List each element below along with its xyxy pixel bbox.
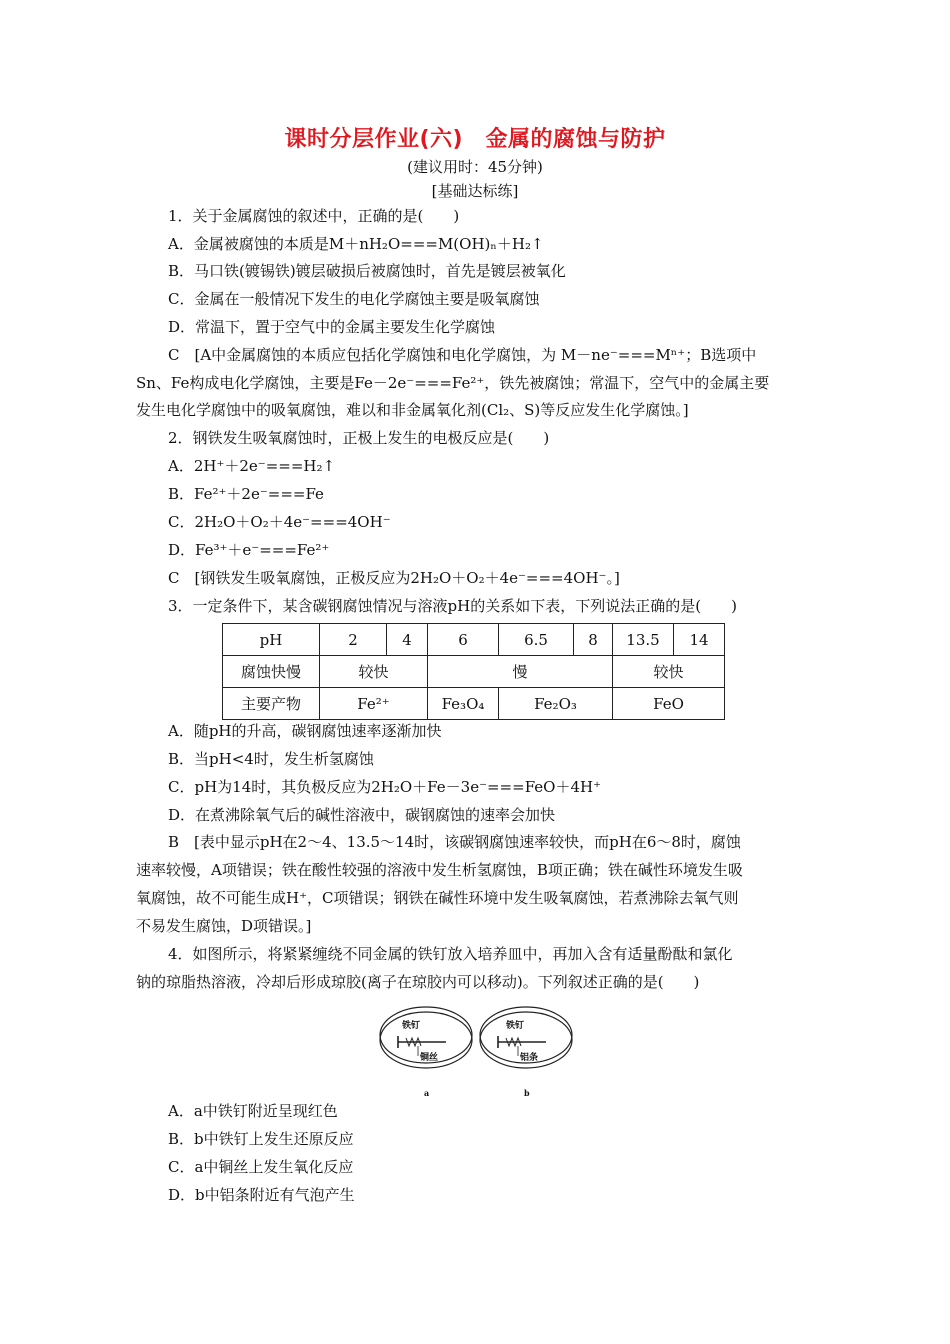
q4-option-c: C．a中铜丝上发生氧化反应 [168,1158,354,1176]
q1-answer-line1: C [A中金属腐蚀的本质应包括化学腐蚀和电化学腐蚀，为 M－ne⁻===Mⁿ⁺；B选项中 [168,346,757,364]
q1-option-b: B．马口铁(镀锡铁)镀层破损后被腐蚀时，首先是镀层被氧化 [168,262,566,280]
q3-stem: 3．一定条件下，某含碳钢腐蚀情况与溶液pH的关系如下表，下列说法正确的是( ) [168,597,737,615]
section-heading: [基础达标练] [431,182,519,200]
q1-stem: 1．关于金属腐蚀的叙述中，正确的是( ) [168,207,460,225]
q4-stem-line1: 4．如图所示，将紧紧缠绕不同金属的铁钉放入培养皿中，再加入含有适量酚酞和氯化 [168,945,733,963]
table-cell: Fe²⁺ [320,688,428,720]
table-cell: 2 [320,624,387,656]
ph-corrosion-table [222,623,725,720]
q3-answer-line4: 不易发生腐蚀，D项错误。] [136,917,312,935]
b-nail-label: 铁钉 [506,1021,525,1031]
q2-option-a: A．2H⁺＋2e⁻===H₂↑ [168,457,336,475]
table-cell: pH [223,624,320,656]
table-cell: 主要产物 [223,688,320,720]
table-cell: 腐蚀快慢 [223,656,320,688]
q3-option-a: A．随pH的升高，碳钢腐蚀速率逐渐加快 [168,722,442,740]
q4-stem-line2: 钠的琼脂热溶液，冷却后形成琼胶(离子在琼胶内可以移动)。下列叙述正确的是( ) [136,973,700,991]
q4-option-d: D．b中铝条附近有气泡产生 [168,1186,355,1204]
q3-option-c: C．pH为14时，其负极反应为2H₂O＋Fe－3e⁻===FeO＋4H⁺ [168,778,601,796]
q2-option-b: B．Fe²⁺＋2e⁻===Fe [168,485,324,503]
dish-a-label: a [424,1088,430,1098]
q1-option-c: C．金属在一般情况下发生的电化学腐蚀主要是吸氧腐蚀 [168,290,540,308]
q1-option-d: D．常温下，置于空气中的金属主要发生化学腐蚀 [168,318,496,336]
q2-option-d: D．Fe³⁺＋e⁻===Fe²⁺ [168,541,330,559]
table-cell: 8 [574,624,613,656]
q3-answer-line3: 氧腐蚀，故不可能生成H⁺，C项错误；钢铁在碱性环境中发生吸氧腐蚀，若煮沸除去氧气则 [136,889,739,907]
table-cell: 6.5 [499,624,574,656]
table-cell: FeO [613,688,725,720]
dish-a [380,1007,472,1098]
dish-b-label: b [524,1088,530,1098]
b-wire-label: 铝条 [520,1053,539,1063]
table-cell: 13.5 [613,624,674,656]
q3-option-d: D．在煮沸除氧气后的碱性溶液中，碳钢腐蚀的速率会加快 [168,806,556,824]
a-wire-label: 铜丝 [420,1053,439,1063]
table-cell: 6 [428,624,499,656]
q1-answer-line2: Sn、Fe构成电化学腐蚀，主要是Fe－2e⁻===Fe²⁺，铁先被腐蚀；常温下，空气中的金属主要 [136,374,770,392]
q3-answer-line2: 速率较慢，A项错误；铁在酸性较强的溶液中发生析氢腐蚀，B项正确；铁在碱性环境发生吸 [136,861,743,879]
table-row-product [223,688,725,720]
q1-option-a: A．金属被腐蚀的本质是M＋nH₂O===M(OH)ₙ＋H₂↑ [168,235,544,253]
table-cell: 较快 [613,656,725,688]
a-nail-label: 铁钉 [402,1021,421,1031]
time-hint: (建议用时：45分钟) [407,158,543,176]
petri-dish-figure [376,1000,576,1100]
table-cell: 4 [387,624,428,656]
q2-option-c: C．2H₂O＋O₂＋4e⁻===4OH⁻ [168,513,391,531]
table-cell: Fe₂O₃ [499,688,613,720]
dish-b [480,1007,572,1098]
table-cell: 较快 [320,656,428,688]
table-cell: 14 [674,624,725,656]
table-cell: Fe₃O₄ [428,688,499,720]
q2-answer: C [钢铁发生吸氧腐蚀，正极反应为2H₂O＋O₂＋4e⁻===4OH⁻。] [168,569,620,587]
page-title: 课时分层作业(六) 金属的腐蚀与防护 [284,127,666,152]
table-cell: 慢 [428,656,613,688]
table-row-ph [223,624,725,656]
q2-stem: 2．钢铁发生吸氧腐蚀时，正极上发生的电极反应是( ) [168,429,550,447]
table-row-rate [223,656,725,688]
q4-option-a: A．a中铁钉附近呈现红色 [168,1102,338,1120]
q3-answer-line1: B [表中显示pH在2～4、13.5～14时，该碳钢腐蚀速率较快，而pH在6～8时，腐蚀 [168,833,741,851]
q1-answer-line3: 发生电化学腐蚀中的吸氧腐蚀，难以和非金属氧化剂(Cl₂、S)等反应发生化学腐蚀。] [136,401,689,419]
q3-option-b: B．当pH<4时，发生析氢腐蚀 [168,750,374,768]
q4-option-b: B．b中铁钉上发生还原反应 [168,1130,354,1148]
